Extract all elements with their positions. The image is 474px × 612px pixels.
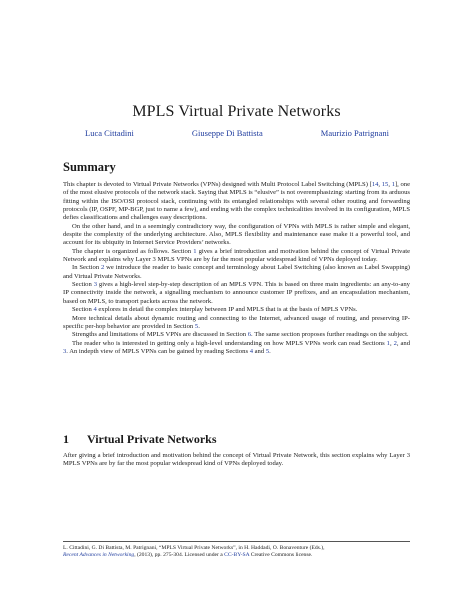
license-link[interactable]: CC-BY-SA bbox=[224, 552, 250, 558]
paragraph bbox=[63, 340, 410, 357]
paragraph bbox=[63, 315, 410, 332]
paragraph bbox=[63, 281, 410, 306]
text-run: On the other hand, and in a seemingly contradictory way, the configuration of VPNs with MPLS is rather simple and elegant, despite the complexity of the underlying architecture. Also, MPLS flexibility and maintenance ease make it a powerful tool, and account for its ubiquity in Internet Service Providers’ networks. bbox=[63, 222, 410, 247]
reference-link[interactable]: 3 bbox=[63, 347, 67, 355]
reference-link[interactable]: 2 bbox=[393, 339, 397, 347]
paragraph: After giving a brief introduction and motivation behind the concept of Virtual Private Network, this section explains why Layer 3 MPLS VPNs are by far the most popular widespread kind of VPNs deployed today. bbox=[63, 452, 410, 468]
text-run: More technical details about dynamic routing and connecting to the Internet, advanced usage of routing, and preserving IP-specific per-hop behavior are provided in Section bbox=[63, 314, 410, 330]
text-run: we introduce the reader to basic concept and terminology about Label Switching (also known as Label Swapping) and Virtual Private Networks. bbox=[63, 264, 411, 280]
reference-link[interactable]: 1 bbox=[386, 339, 390, 347]
paragraph bbox=[63, 264, 410, 281]
author-list bbox=[63, 128, 410, 138]
text-run: . The same section proposes further readings on the subject. bbox=[251, 331, 409, 339]
paper-title: MPLS Virtual Private Networks bbox=[132, 103, 341, 120]
footnote bbox=[63, 545, 410, 559]
reference-link[interactable]: 1 bbox=[193, 247, 197, 255]
text-run: , bbox=[388, 181, 392, 188]
paragraph bbox=[63, 248, 410, 265]
author-name[interactable]: Giuseppe Di Battista bbox=[191, 128, 263, 138]
section-body bbox=[63, 452, 410, 469]
section-heading bbox=[63, 432, 217, 447]
text-run: Section bbox=[72, 281, 94, 289]
text-run: ], one of the most elusive protocols of the network stack. Saying that MPLS is “elusive” is not overemphasizing: starting from its arduous fitting within the ISO/OSI protocol stack, continuing with its entangled relationships with several other routing and forwarding protocols (IP, OSPF, MP-BGP, just to name a few), and ending with the complex technicalities involved in its configuration, MPLS defies classifications and challenges easy descriptions. bbox=[63, 181, 411, 222]
section-number: 1 bbox=[63, 432, 69, 446]
book-link[interactable]: Recent Advances in Networking bbox=[63, 552, 135, 558]
paragraph bbox=[63, 331, 410, 339]
text-run: . bbox=[198, 322, 200, 330]
footnote-citation: L. Cittadini, G. Di Battista, M. Patrignani, “MPLS Virtual Private Networks”, in H. Haddadi, O. Bonaventure (Eds.), bbox=[63, 545, 325, 551]
text-run: This chapter is devoted to Virtual Private Networks (VPNs) designed with Multi Protocol Label Switching (MPLS) [ bbox=[63, 181, 372, 188]
reference-link[interactable]: 4 bbox=[249, 347, 253, 355]
reference-link[interactable]: 4 bbox=[93, 306, 97, 314]
text-run: . bbox=[269, 347, 271, 355]
reference-link[interactable]: 5 bbox=[194, 322, 199, 330]
text-run: The chapter is organized as follows. Section bbox=[72, 247, 194, 255]
text-run: Section bbox=[72, 306, 94, 314]
author-name[interactable]: Luca Cittadini bbox=[85, 128, 134, 138]
reference-link[interactable]: 15 bbox=[381, 181, 389, 188]
reference-link[interactable]: 1 bbox=[391, 181, 395, 188]
text-run: . An indepth view of MPLS VPNs can be gained by reading Sections bbox=[66, 347, 250, 355]
text-run: gives a brief introduction and motivation behind the concept of Virtual Private Network and explains why Layer 3 MPLS VPNs are by far the most popular widespread kind of VPNs deployed today. bbox=[63, 247, 411, 264]
footnote-pages: , (2013), pp. 275-304. Licensed under a bbox=[134, 552, 225, 558]
reference-link[interactable]: 14 bbox=[371, 181, 379, 188]
footnote-rule bbox=[63, 541, 410, 542]
text-run: , bbox=[389, 339, 394, 347]
reference-link[interactable]: 3 bbox=[93, 281, 97, 289]
text-run: The reader who is interested in getting only a high-level understanding on how MPLS VPNs work can read Sections bbox=[72, 339, 387, 347]
text-run: explores in detail the complex interplay between IP and MPLS that is at the basis of MPLS VPNs. bbox=[96, 306, 358, 314]
section-title: Virtual Private Networks bbox=[87, 432, 217, 446]
text-run: Strengths and limitations of MPLS VPNs are discussed in Section bbox=[72, 331, 248, 339]
text-run: , bbox=[378, 181, 382, 188]
text-run: , and bbox=[396, 339, 411, 347]
paragraph bbox=[63, 181, 410, 223]
reference-link[interactable]: 5 bbox=[265, 347, 270, 355]
paragraph bbox=[63, 223, 410, 248]
paragraph bbox=[63, 306, 410, 314]
text-run: In Section bbox=[72, 264, 101, 272]
text-run: and bbox=[252, 347, 266, 355]
summary-heading: Summary bbox=[63, 160, 116, 174]
summary-body bbox=[63, 181, 410, 356]
footnote-license: Creative Commons license. bbox=[249, 552, 313, 558]
reference-link[interactable]: 2 bbox=[100, 264, 105, 272]
text-run: gives a high-level step-by-step description of an MPLS VPN. This is based on three main ingredients: an any-to-any IP connectivity inside the network, a signalling mechanism to announce customer IP prefixes, and an encapsulation mechanism, based on MPLS, to transport packets across the network. bbox=[63, 281, 410, 305]
reference-link[interactable]: 6 bbox=[247, 331, 252, 339]
author-name[interactable]: Maurizio Patrignani bbox=[320, 128, 389, 138]
